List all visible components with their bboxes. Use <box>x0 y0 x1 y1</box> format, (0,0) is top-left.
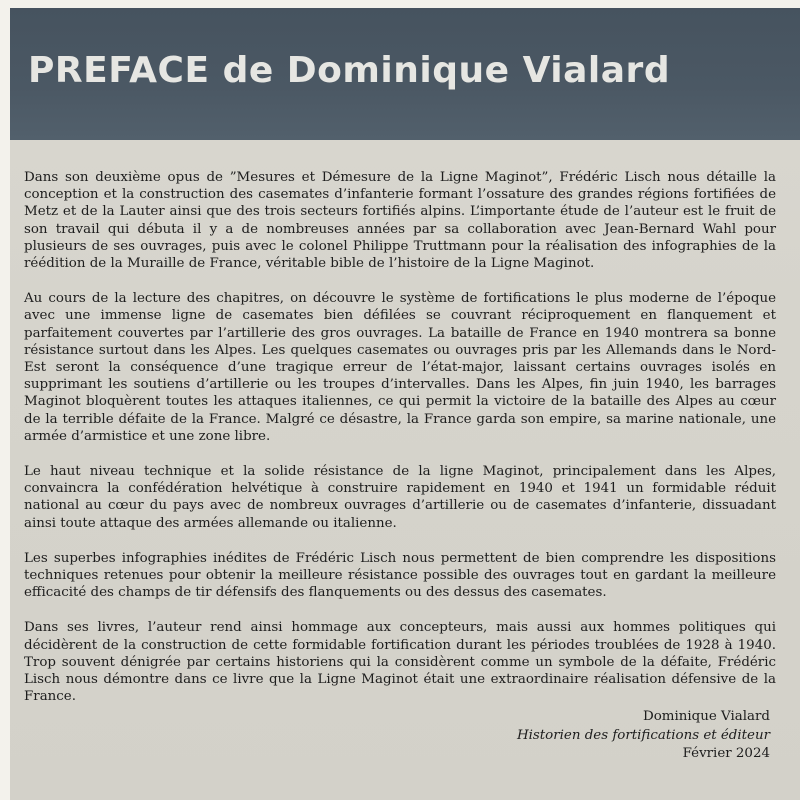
paragraph-5: Dans ses livres, l’auteur rend ainsi hommage aux concepteurs, mais aussi aux hommes politiques qui décidèrent de la construction de cette formidable fortification durant les périodes troublées de 1928 à 1940. Trop souvent dénigrée par certains historiens qui la considèrent comme un symbole de la défaite, Frédéric Lisch nous démontre dans ce livre que la Ligne Maginot était une extraordinaire réalisation défensive de la France. <box>24 620 776 705</box>
signature-date: Février 2024 <box>682 746 770 761</box>
signature-block <box>517 708 770 764</box>
signature-name: Dominique Vialard <box>642 709 770 724</box>
paragraph-4: Les superbes infographies inédites de Frédéric Lisch nous permettent de bien comprendre les dispositions techniques retenues pour obtenir la meilleure résistance possible des ouvrages tout en gardant la meilleure efficacité des champs de tir défensifs des flanquements ou des dessus des casemates. <box>24 550 776 601</box>
paragraph-2: Au cours de la lecture des chapitres, on découvre le système de fortifications le plus moderne de l’époque avec une immense ligne de casemates bien défilées se couvrant réciproquement en flanquement et parfaitement couvertes par l’artillerie des gros ouvrages. La bataille de France en 1940 montrera sa bonne résistance surtout dans les Alpes. Les quelques casemates ou ouvrages pris par les Allemands dans le Nord-Est seront la conséquence d’une tragique erreur de l’état-major, laissant certains ouvrages isolés en supprimant les soutiens d’artillerie ou les troupes d’intervalles. Dans les Alpes, fin juin 1940, les barrages Maginot bloquèrent toutes les attaques italiennes, ce qui permit la victoire de la bataille des Alpes au cœur de la terrible défaite de la France. Malgré ce désastre, la France garda son empire, sa marine nationale, une armée d’armistice et une zone libre. <box>24 291 776 444</box>
signature-role: Historien des fortifications et éditeur <box>516 727 770 743</box>
page-title: PREFACE de Dominique Vialard <box>28 50 671 91</box>
paragraph-1: Dans son deuxième opus de ”Mesures et Démesure de la Ligne Maginot”, Frédéric Lisch nous détaille la conception et la construction des casemates d’infanterie formant l’ossature des grandes régions fortifiées de Metz et de la Lauter ainsi que des trois secteurs fortifiés alpins. L’importante étude de l’auteur est le fruit de son travail qui débuta il y a de nombreuses années par sa collaboration avec Jean-Bernard Wahl pour plusieurs de ses ouvrages, puis avec le colonel Philippe Truttmann pour la réalisation des infographies de la réédition de la Muraille de France, véritable bible de l’histoire de la Ligne Maginot. <box>24 170 776 272</box>
header-banner <box>10 8 800 140</box>
book-page <box>10 8 800 800</box>
preface-body <box>24 169 776 723</box>
paragraph-3: Le haut niveau technique et la solide résistance de la ligne Maginot, principalement dans les Alpes, convaincra la confédération helvétique à construire rapidement en 1940 et 1941 un formidable réduit national au cœur du pays avec de nombreux ouvrages d’artillerie ou de casemates d’infanterie, dissuadant ainsi toute attaque des armées allemande ou italienne. <box>24 464 776 531</box>
